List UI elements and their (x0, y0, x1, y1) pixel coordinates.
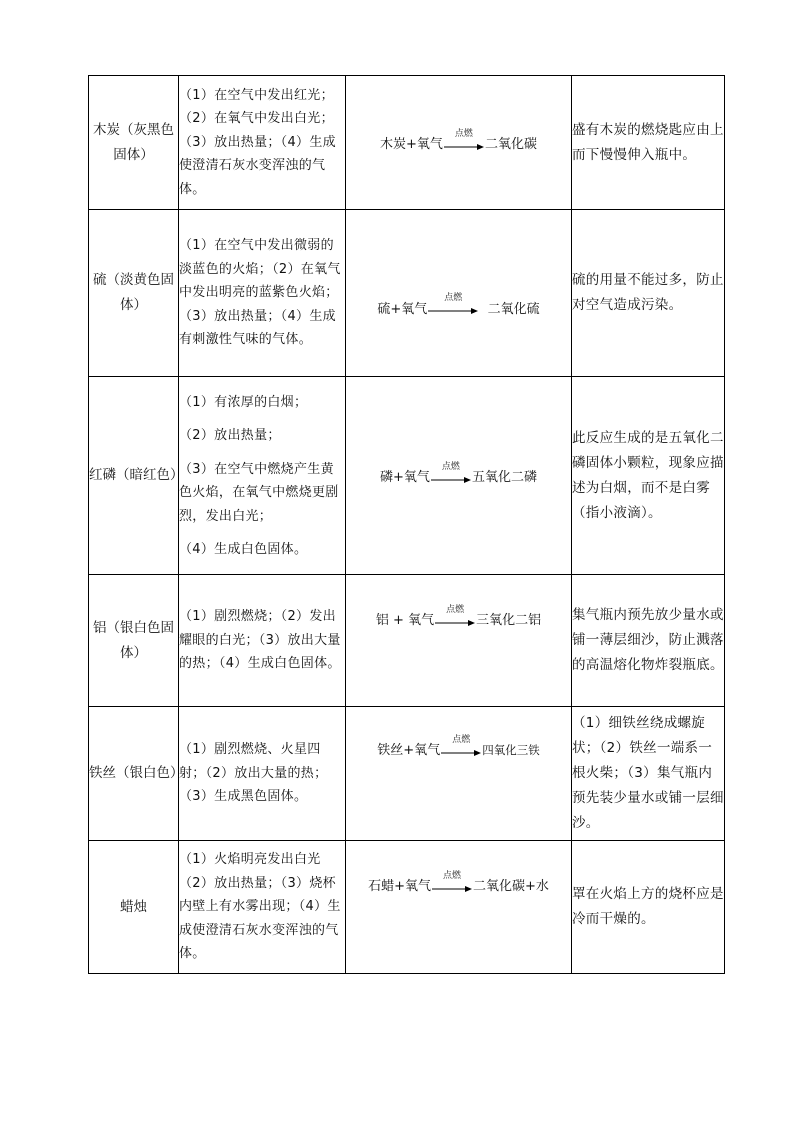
equation-cell (346, 707, 572, 841)
phenomena-cell (179, 575, 346, 707)
word-equation (380, 128, 537, 152)
reaction-arrow-icon (432, 870, 472, 894)
products: 二氧化硫 (487, 301, 540, 317)
reactants: 木炭+氧气 (380, 137, 443, 152)
reaction-arrow-icon (435, 604, 475, 628)
products: 二氧化碳+水 (473, 879, 549, 894)
phenomenon: （4）生成白色固体。 (179, 542, 308, 557)
reaction-arrow-icon (444, 128, 484, 152)
reactants: 硫+氧气 (377, 301, 428, 317)
note-cell: 硫的用量不能过多，防止对空气造成污染。 (572, 210, 725, 377)
reaction-condition: 点燃 (452, 734, 471, 745)
table-row (89, 377, 725, 575)
phenomenon: （2）放出热量； (179, 428, 281, 443)
reaction-condition: 点燃 (441, 461, 460, 472)
equation-cell (346, 575, 572, 707)
products: 二氧化碳 (484, 137, 537, 152)
phenomenon: （1）火焰明亮发出白光（2）放出热量；（3）烧杯内壁上有水雾出现；（4）生成使澄清石灰水变浑浊的气体。 (179, 852, 341, 962)
equation-cell (346, 210, 572, 377)
phenomenon: （1）剧烈燃烧；（2）发出耀眼的白光；（3）放出大量的热；（4）生成白色固体。 (179, 609, 341, 672)
word-equation (375, 604, 542, 628)
table-row (89, 707, 725, 841)
products: 五氧化二磷 (471, 470, 537, 485)
phenomenon: （1）有浓厚的白烟； (179, 394, 308, 410)
equation-cell (346, 76, 572, 210)
word-equation (368, 870, 549, 894)
note-cell: （1）细铁丝绕成螺旋状；（2）铁丝一端系一根火柴；（3）集气瓶内预先装少量水或铺一层细沙。 (572, 707, 725, 841)
note-cell: 此反应生成的是五氧化二磷固体小颗粒，现象应描述为白烟，而不是白雾（指小液滴）。 (572, 377, 725, 575)
reaction-condition: 点燃 (444, 293, 463, 303)
phenomena-cell (179, 210, 346, 377)
reactants: 石蜡+氧气 (368, 879, 431, 894)
products: 三氧化二铝 (476, 613, 542, 628)
note-cell: 集气瓶内预先放少量水或铺一薄层细沙，防止溅落的高温熔化物炸裂瓶底。 (572, 575, 725, 707)
table-row (89, 841, 725, 974)
substance-name: 红磷（暗红色） (89, 377, 179, 575)
reaction-arrow-icon (428, 293, 478, 316)
reactants: 铝 + 氧气 (375, 613, 435, 628)
phenomena-cell (179, 841, 346, 974)
reactants: 铁丝+氧气 (377, 743, 441, 758)
equation-cell (346, 377, 572, 575)
phenomenon: （3）在空气中燃烧产生黄色火焰，在氧气中燃烧更剧烈，发出白光； (179, 461, 339, 524)
reaction-condition: 点燃 (454, 128, 473, 139)
combustion-table (88, 75, 725, 974)
phenomena-cell (179, 76, 346, 210)
substance-name: 硫（淡黄色固体） (89, 210, 179, 377)
word-equation (377, 734, 540, 758)
substance-name: 木炭（灰黑色固体） (89, 76, 179, 210)
substance-name: 铝（银白色固体） (89, 575, 179, 707)
reaction-arrow-icon (441, 734, 481, 758)
table-row (89, 210, 725, 377)
substance-name: 蜡烛 (89, 841, 179, 974)
reaction-condition: 点燃 (446, 604, 465, 615)
phenomenon: （1）剧烈燃烧、火星四射；（2）放出大量的热；（3）生成黑色固体。 (179, 742, 328, 805)
phenomena-cell (179, 707, 346, 841)
products: 四氧化三铁 (482, 743, 540, 757)
table-row (89, 575, 725, 707)
phenomenon: （1）在空气中发出红光；（2）在氧气中发出白光；（3）放出热量；（4）生成使澄清石灰水变浑浊的气体。 (179, 87, 336, 197)
reaction-condition: 点燃 (442, 870, 461, 881)
word-equation (377, 293, 540, 317)
note-cell: 盛有木炭的燃烧匙应由上而下慢慢伸入瓶中。 (572, 76, 725, 210)
reaction-arrow-icon (431, 461, 471, 485)
substance-name: 铁丝（银白色） (89, 707, 179, 841)
phenomenon: （1）在空气中发出微弱的淡蓝色的火焰；（2）在氧气中发出明亮的蓝紫色火焰；（3）放出热量；（4）生成有刺激性气味的气体。 (179, 238, 341, 348)
note-cell: 罩在火焰上方的烧杯应是冷而干燥的。 (572, 841, 725, 974)
equation-cell (346, 841, 572, 974)
phenomena-cell (179, 377, 346, 575)
reactants: 磷+氧气 (380, 470, 430, 485)
word-equation (380, 461, 537, 485)
table-row (89, 76, 725, 210)
